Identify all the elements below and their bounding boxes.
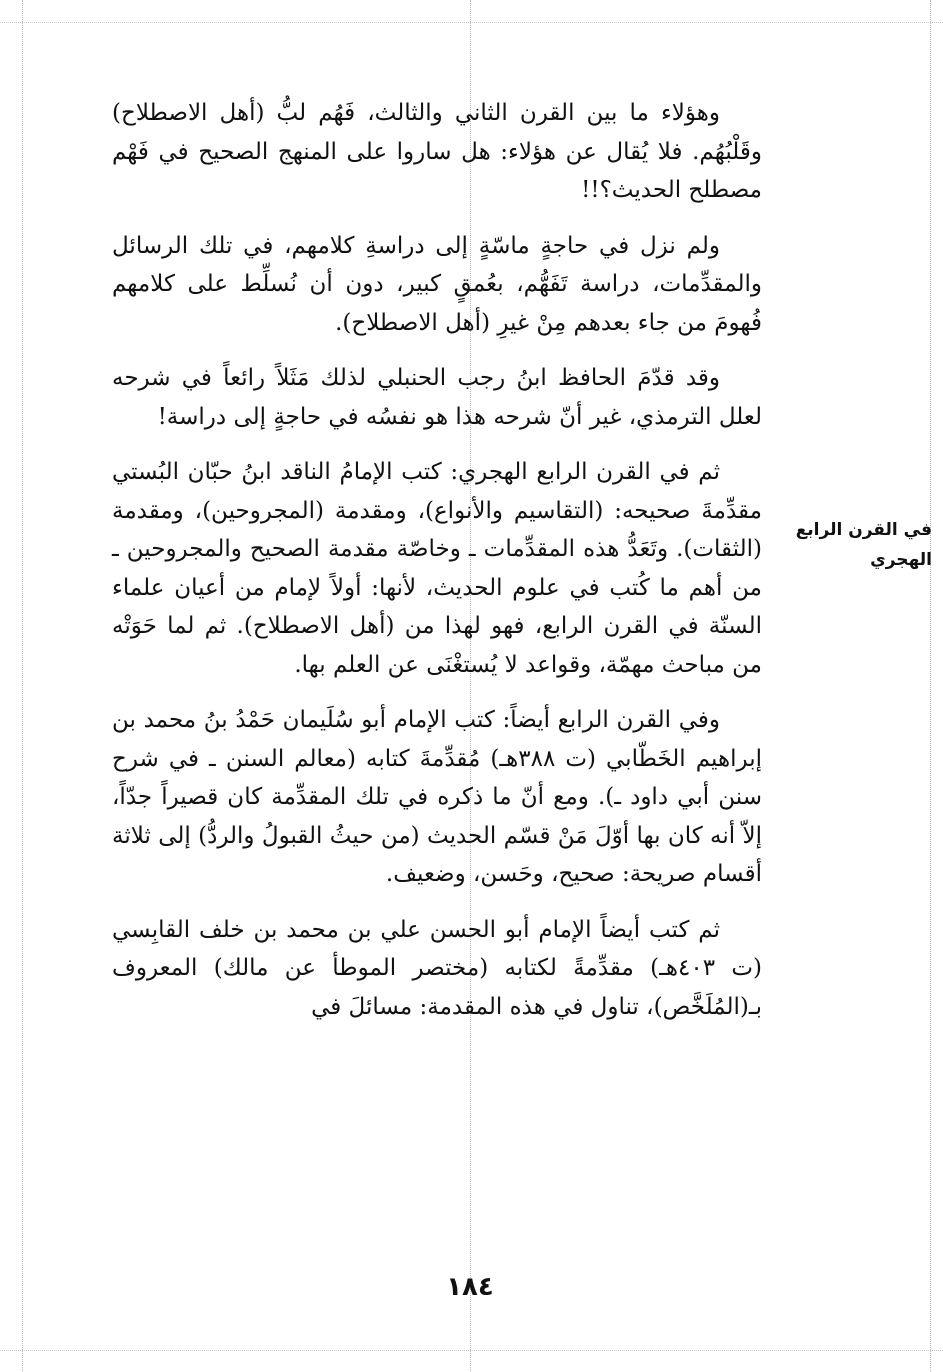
paragraph: ولم نزل في حاجةٍ ماسّةٍ إلى دراسةِ كلامهم، في تلك الرسائل والمقدِّمات، دراسة تَفَهُّم، بعُمقٍ كبير، دون أن نُسلِّط على كلامهم فُهومَ من جاء بعدهم مِنْ غيرِ (أهل الاصطلاح). (112, 232, 762, 336)
scan-guide-line (930, 0, 931, 1372)
main-text (112, 94, 762, 1043)
paragraph: وهؤلاء ما بين القرن الثاني والثالث، فَهُم لبُّ (أهل الاصطلاح) وقَلْبُهُم. فلا يُقال عن هؤلاء: هل ساروا على المنهج الصحيح في فَهْم مصطلح الحديث؟!! (112, 100, 762, 203)
paragraph: وقد قدّمَ الحافظ ابنُ رجب الحنبلي لذلك مَثَلاً رائعاً في شرحه لعلل الترمذي، غير أنّ شرحه هذا هو نفسُه في حاجةٍ إلى دراسة! (112, 365, 762, 430)
paragraph: وفي القرن الرابع أيضاً: كتب الإمام أبو سُلَيمان حَمْدُ بنُ محمد بن إبراهيم الخَطّابي (ت ٣٨٨هـ) مُقدِّمةَ كتابه (معالم السنن ـ في شرح سنن أبي داود ـ). ومع أنّ ما ذكره في تلك المقدِّمة كان قصيراً جدّاً، إلاّ أنه كان بها أوّلَ مَنْ قسّم الحديث (من حيثُ القبولُ والردُّ) إلى ثلاثة أقسام صريحة: صحيح، وحَسن، وضعيف. (112, 707, 762, 887)
scan-guide-line (0, 22, 943, 23)
margin-heading: في القرن الرابع الهجري (795, 520, 932, 570)
paragraph: ثم في القرن الرابع الهجري: كتب الإمامُ الناقد ابنُ حبّان البُستي مقدِّمةَ صحيحه: (التقاسيم والأنواع)، ومقدمة (المجروحين)، ومقدمة (الثقات). وتَعَدُّ هذه المقدِّمات ـ وخاصّة مقدمة الصحيح والمجروحين ـ من أهم ما كُتب في علوم الحديث، لأنها: أولاً لإمام من أعيان علماء السنّة في القرن الرابع، فهو لهذا من (أهل الاصطلاح). ثم لما حَوَتْه من مباحث مهمّة، وقواعد لا يُستغْنَى عن العلم بها. (112, 459, 762, 678)
page-number: ١٨٤ (446, 1272, 494, 1302)
paragraph: ثم كتب أيضاً الإمام أبو الحسن علي بن محمد بن خلف القابِسي (ت ٤٠٣هـ) مقدِّمةً لكتابه (مختصر الموطأ عن مالك) المعروف بـ(المُلَخَّص)، تناول في هذه المقدمة: مسائلَ في (112, 916, 763, 1020)
scan-guide-line (22, 0, 23, 1372)
scan-guide-line (0, 1350, 943, 1351)
